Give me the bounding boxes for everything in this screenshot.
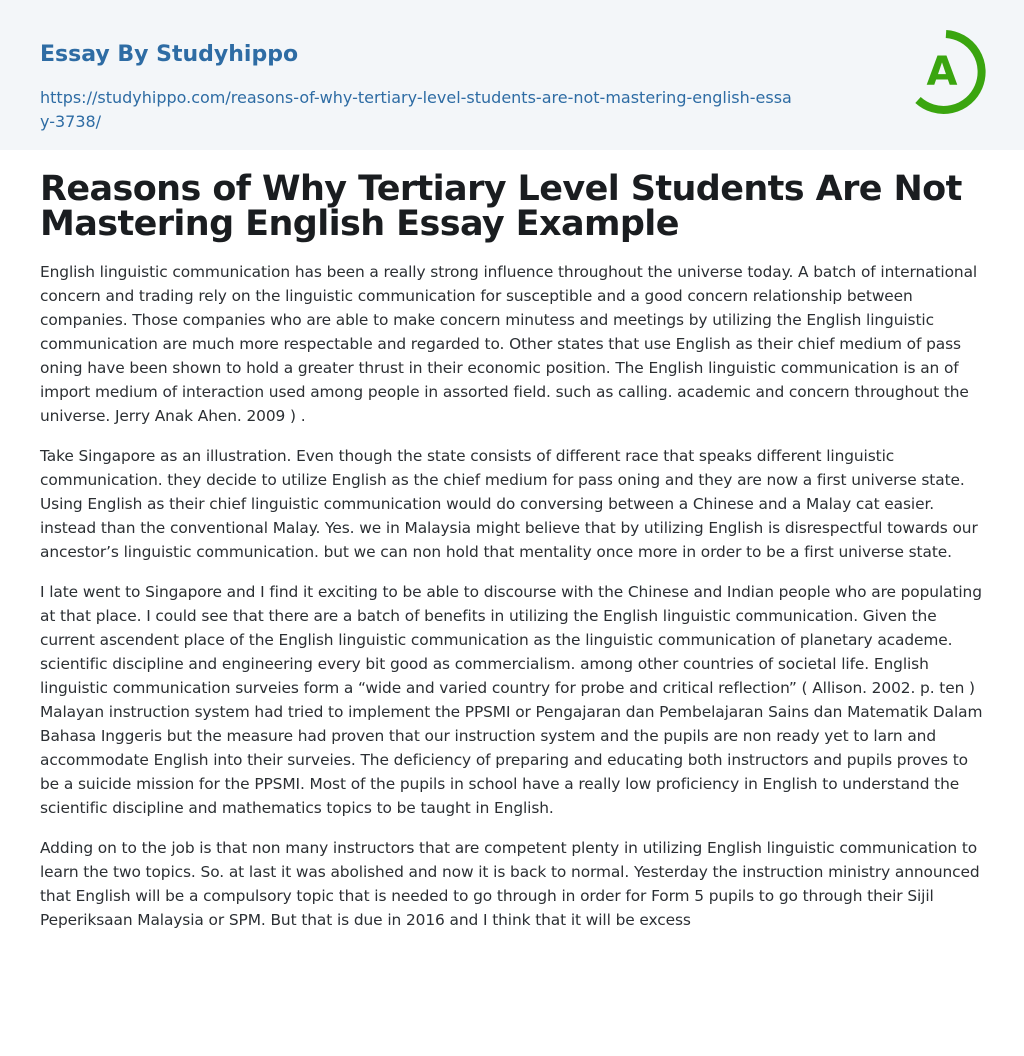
essay-url-link[interactable]: https://studyhippo.com/reasons-of-why-tertiary-level-students-are-not-mastering-english-essay-3738/ [40, 88, 792, 131]
essay-paragraph-3: I late went to Singapore and I find it exciting to be able to discourse with the Chinese and Indian people who are populating at that place. I could see that there are a batch of benefits in utilizing the English linguistic communication. Given the current ascendent place of the English linguistic communication as the linguistic communication of planetary academe. scientific discipline and engineering every bit good as commercialism. among other countries of societal life. English linguistic communication surveies form a “wide and varied country for probe and critical reflection” ( Allison. 2002. p. ten ) Malayan instruction system had tried to implement the PPSMI or Pengajaran dan Pembelajaran Sains dan Matematik Dalam Bahasa Inggeris but the measure had proven that our instruction system and the pupils are non ready yet to larn and accommodate English into their surveies. The deficiency of preparing and educating both instructors and pupils proves to be a suicide mission for the PPSMI. Most of the pupils in school have a really low proficiency in English to understand the scientific discipline and mathematics topics to be taught in English. [40, 583, 983, 817]
essay-paragraph-2: Take Singapore as an illustration. Even though the state consists of different race that speaks different linguistic communication. they decide to utilize English as the chief medium for pass oning and they are now a first universe state. Using English as their chief linguistic communication would do conversing between a Chinese and a Malay cat easier. instead than the conventional Malay. Yes. we in Malaysia might believe that by utilizing English is disrespectful towards our ancestor’s linguistic communication. but we can non hold that mentality once more in order to be a first universe state. [40, 447, 978, 561]
essay-title: Reasons of Why Tertiary Level Students Are Not Mastering English Essay Example [40, 169, 962, 244]
essay-content [0, 150, 1024, 932]
site-header [0, 0, 1024, 150]
site-brand[interactable]: Essay By Studyhippo [40, 42, 299, 67]
essay-paragraph-4: Adding on to the job is that non many instructors that are competent plenty in utilizing English linguistic communication to learn the two topics. So. at last it was abolished and now it is back to normal. Yesterday the instruction ministry announced that English will be a compulsory topic that is needed to go through in order for Form 5 pupils to go through their Sijil Peperiksaan Malaysia or SPM. But that is due in 2016 and I think that it will be excess [40, 839, 980, 929]
logo-letter: A [926, 49, 958, 95]
studyhippo-logo-icon[interactable] [912, 30, 986, 114]
essay-paragraph-1: English linguistic communication has been a really strong influence throughout the universe today. A batch of international concern and trading rely on the linguistic communication for susceptible and a good concern relationship between companies. Those companies who are able to make concern minutess and meetings by utilizing the English linguistic communication are much more respectable and regarded to. Other states that use English as their chief medium of pass oning have been shown to hold a greater thrust in their economic position. The English linguistic communication is an of import medium of interaction used among people in assorted field. such as calling. academic and concern throughout the universe. Jerry Anak Ahen. 2009 ) . [40, 263, 978, 425]
